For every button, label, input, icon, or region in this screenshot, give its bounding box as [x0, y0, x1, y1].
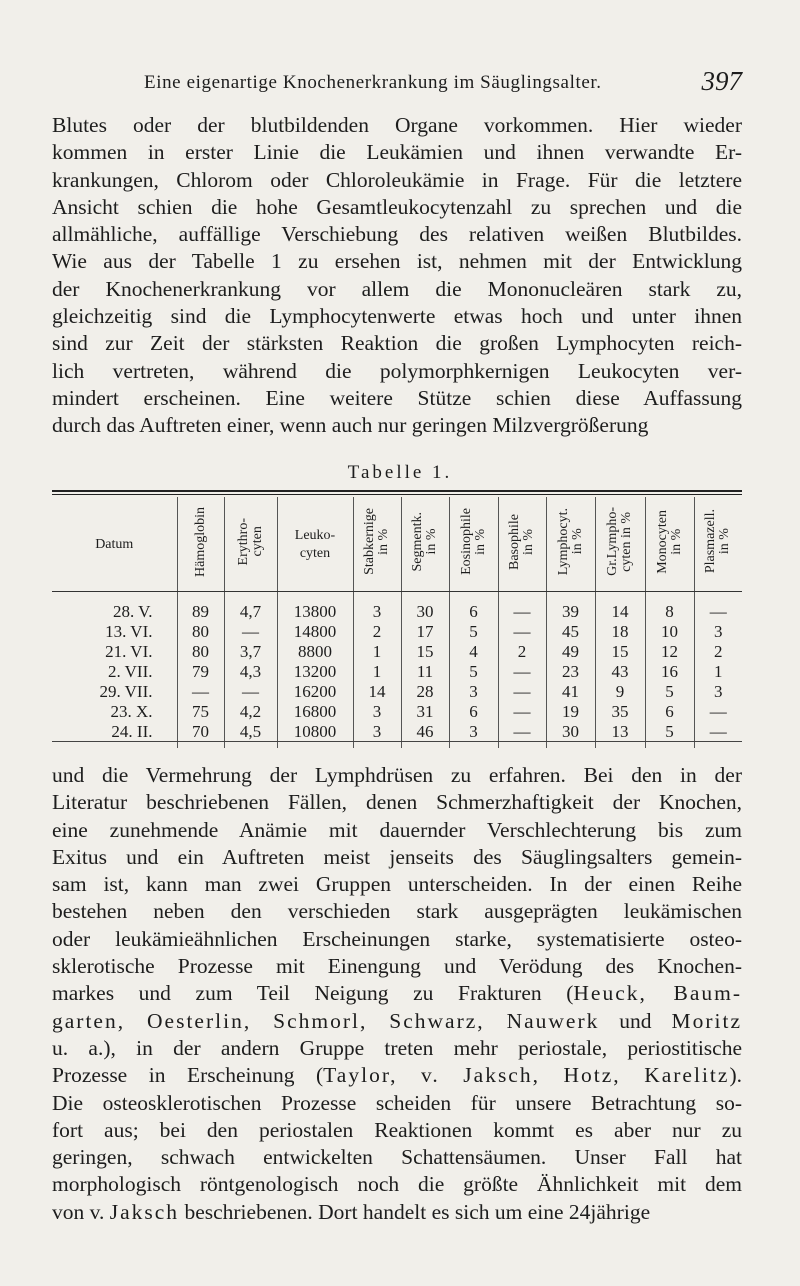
- page-number: 397: [701, 66, 742, 96]
- column-header: [595, 497, 645, 592]
- table-cell: 89: [177, 592, 224, 623]
- column-header-label: Stabkernige in %: [362, 508, 391, 575]
- text-line: [52, 898, 742, 925]
- table-cell: 23: [546, 662, 595, 682]
- table-cell: 16800: [277, 702, 353, 722]
- table-cell: 10: [645, 622, 694, 642]
- column-header: [498, 497, 546, 592]
- text-line: [52, 1062, 742, 1089]
- text-line: [52, 980, 742, 1007]
- table-row: [52, 642, 742, 662]
- text-line: [52, 1117, 742, 1144]
- text-line: [52, 926, 742, 953]
- table-row: [52, 592, 742, 623]
- table-cell: 5: [645, 722, 694, 748]
- text-line: [52, 789, 742, 816]
- column-header: [177, 497, 224, 592]
- table-cell: 17: [401, 622, 449, 642]
- text-line: gleichzeitig sind die Lymphocytenwerte etwas hoch und unter ihnen: [52, 304, 742, 329]
- text-line: [52, 1035, 742, 1062]
- table-cell: —: [498, 662, 546, 682]
- table-cell: 80: [177, 622, 224, 642]
- text-line: sind zur Zeit der stärksten Reaktion die großen Lymphocyten reich-: [52, 331, 742, 356]
- text-fragment: Exitus und ein Auftreten meist jenseits des Säuglingsalters gemein-: [52, 844, 742, 869]
- text-line: Wie aus der Tabelle 1 zu ersehen ist, nehmen mit der Entwicklung: [52, 249, 742, 274]
- table-cell: —: [694, 592, 742, 623]
- text-line: [52, 1199, 742, 1226]
- table-cell: —: [224, 622, 277, 642]
- column-header-label: Plasmazell. in %: [703, 509, 733, 574]
- table-cell: 1: [694, 662, 742, 682]
- text-fragment: eine zunehmende Anämie mit dauernder Verschlechterung bis zum: [52, 817, 742, 842]
- table-cell: 46: [401, 722, 449, 748]
- table-rule-top: [52, 490, 742, 492]
- column-header-label: Eosinophile in %: [458, 508, 488, 575]
- column-header: [401, 497, 449, 592]
- table-cell: 41: [546, 682, 595, 702]
- table-cell: 49: [546, 642, 595, 662]
- column-header-label: Segmentk. in %: [410, 511, 439, 572]
- table-cell: —: [694, 702, 742, 722]
- table-cell: 9: [595, 682, 645, 702]
- text-fragment: und: [599, 1008, 672, 1033]
- column-header-label: Monocyten in %: [654, 509, 684, 574]
- text-fragment: Die osteosklerotischen Prozesse scheiden für unsere Betrachtung so-: [52, 1090, 742, 1115]
- date-cell: 28. V.: [112, 602, 153, 621]
- column-header-label: Basophile in %: [507, 513, 536, 570]
- column-header: [546, 497, 595, 592]
- table-cell: 15: [401, 642, 449, 662]
- table-cell: 6: [449, 592, 498, 623]
- table-cell: 13: [595, 722, 645, 748]
- table-cell: 3,7: [224, 642, 277, 662]
- table-cell: —: [177, 682, 224, 702]
- text-line: der Knochenerkrankung vor allem die Mononucleären stark zu,: [52, 276, 742, 301]
- table-cell: 45: [546, 622, 595, 642]
- table-cell: —: [498, 702, 546, 722]
- column-header: [277, 497, 353, 592]
- text-fragment: oder leukämieähnlichen Erscheinungen starke, systematisierte osteo-: [52, 926, 742, 951]
- author-name: Heuck, Baum-: [573, 981, 742, 1006]
- blood-count-table: [52, 497, 742, 748]
- text-line: allmähliche, auffällige Verschiebung des relativen weißen Blutbildes.: [52, 222, 742, 247]
- page-header: [144, 66, 742, 100]
- text-fragment: geringen, schwach entwickelten Schattensäumen. Unser Fall hat: [52, 1145, 742, 1170]
- table-cell: —: [694, 722, 742, 748]
- text-fragment: markes und zum Teil Neigung zu Frakturen (: [52, 981, 574, 1006]
- table-cell: 3: [353, 722, 401, 748]
- table-cell: 43: [595, 662, 645, 682]
- table-row: [52, 682, 742, 702]
- table-cell: 30: [546, 722, 595, 748]
- text-line: Blutes oder der blutbildenden Organe vorkommen. Hier wieder: [52, 113, 742, 137]
- table-cell: 5: [449, 662, 498, 682]
- table-cell: 14800: [277, 622, 353, 642]
- table-rule-top-thin: [52, 494, 742, 495]
- table-cell: 28: [401, 682, 449, 702]
- text-fragment: u. a.), in der andern Gruppe treten mehr periostale, periostitische: [52, 1035, 742, 1060]
- table-cell: 3: [449, 722, 498, 748]
- text-line: kommen in erster Linie die Leukämien und ihnen verwandte Er-: [52, 140, 742, 165]
- author-name: Taylor, v. Jaksch, Hotz, Karelitz: [323, 1063, 730, 1088]
- text-line: krankungen, Chlorom oder Chloroleukämie in Frage. Für die letztere: [52, 167, 742, 192]
- table-cell: 15: [595, 642, 645, 662]
- text-fragment: sam ist, kann man zwei Gruppen unterscheiden. In der einen Reihe: [52, 872, 742, 897]
- text-fragment: fort aus; bei den periostalen Reaktionen kommt es aber nur zu: [52, 1117, 742, 1142]
- date-cell: 13. VI.: [105, 622, 153, 641]
- table-cell: 4,2: [224, 702, 277, 722]
- table-cell: 30: [401, 592, 449, 623]
- table-cell: 39: [546, 592, 595, 623]
- text-line: [52, 1008, 742, 1035]
- column-header: [353, 497, 401, 592]
- date-cell: 21. VI.: [105, 642, 153, 661]
- table-cell: 79: [177, 662, 224, 682]
- paragraph-bottom: [52, 762, 742, 1226]
- running-title: Eine eigenartige Knochenerkrankung im Säuglingsalter.: [144, 72, 602, 93]
- date-cell: 2. VII.: [107, 662, 153, 681]
- column-header-label: Gr.Lympho- cyten in %: [605, 507, 634, 576]
- text-line: [52, 844, 742, 871]
- author-name: Moritz: [671, 1008, 742, 1033]
- table-cell: 3: [694, 682, 742, 702]
- table-cell: 4,7: [224, 592, 277, 623]
- table-cell: 1: [353, 642, 401, 662]
- text-line: lich vertreten, während die polymorphkernigen Leukocyten ver-: [52, 358, 742, 383]
- table-cell: 18: [595, 622, 645, 642]
- text-fragment: morphologisch röntgenologisch noch die größte Ähnlichkeit mit dem: [52, 1172, 742, 1197]
- text-line: [52, 1090, 742, 1117]
- table-cell: 35: [595, 702, 645, 722]
- author-name: garten, Oesterlin, Schmorl, Schwarz, Nauwerk: [52, 1008, 600, 1033]
- table-cell: 5: [449, 622, 498, 642]
- text-line: [52, 817, 742, 844]
- column-header-label: Datum: [95, 537, 134, 552]
- table-cell: 3: [449, 682, 498, 702]
- text-fragment: ).: [729, 1063, 742, 1088]
- table-cell: 3: [353, 702, 401, 722]
- table-cell: —: [224, 682, 277, 702]
- table-body: [52, 592, 742, 749]
- table-cell: —: [498, 622, 546, 642]
- table-header-row: [52, 497, 742, 592]
- table-cell: 16200: [277, 682, 353, 702]
- table-cell: 31: [401, 702, 449, 722]
- author-name: Jaksch: [109, 1199, 180, 1224]
- table-cell: —: [498, 592, 546, 623]
- table-cell: 70: [177, 722, 224, 748]
- table-cell: 1: [353, 662, 401, 682]
- text-fragment: bestehen neben den verschieden stark ausgeprägten leukämischen: [52, 899, 742, 924]
- column-header: [694, 497, 742, 592]
- table-cell: 16: [645, 662, 694, 682]
- table-cell: —: [498, 682, 546, 702]
- text-line: [52, 953, 742, 980]
- column-header-label: Leuko- cyten: [294, 528, 336, 561]
- text-line: [52, 871, 742, 898]
- text-line: [52, 762, 742, 789]
- table-cell: 6: [645, 702, 694, 722]
- table-cell: —: [498, 722, 546, 748]
- column-header: [52, 497, 177, 592]
- table-cell: 2: [353, 622, 401, 642]
- table-rule-bottom: [52, 741, 742, 742]
- table-cell: 3: [694, 622, 742, 642]
- text-fragment: sklerotische Prozesse mit Einengung und Verödung des Knochen-: [52, 954, 742, 979]
- table-cell: 6: [449, 702, 498, 722]
- table-cell: 14: [353, 682, 401, 702]
- text-line: Ansicht schien die hohe Gesamtleukocytenzahl zu sprechen und die: [52, 194, 742, 219]
- table-cell: 4,3: [224, 662, 277, 682]
- text-fragment: von v.: [52, 1199, 110, 1224]
- table-cell: 2: [694, 642, 742, 662]
- text-fragment: Literatur beschriebenen Fällen, denen Schmerzhaftigkeit der Knochen,: [52, 790, 742, 815]
- table-cell: 11: [401, 662, 449, 682]
- text-fragment: Prozesse in Erscheinung (: [52, 1063, 324, 1088]
- text-line: [52, 1171, 742, 1198]
- text-line: mindert erscheinen. Eine weitere Stütze schien diese Auffassung: [52, 385, 742, 410]
- table-row: [52, 662, 742, 682]
- table-cell: 3: [353, 592, 401, 623]
- column-header: [645, 497, 694, 592]
- table-cell: 13800: [277, 592, 353, 623]
- table-row: [52, 622, 742, 642]
- table-cell: 75: [177, 702, 224, 722]
- table-cell: 80: [177, 642, 224, 662]
- text-fragment: beschriebenen. Dort handelt es sich um eine 24jährige: [179, 1199, 651, 1224]
- table-cell: 2: [498, 642, 546, 662]
- column-header-label: Hämoglobin: [192, 506, 208, 577]
- table-row: [52, 722, 742, 748]
- paragraph-top: [52, 112, 742, 440]
- date-cell: 23. X.: [110, 702, 153, 721]
- column-header-label: Erythro- cyten: [235, 517, 265, 566]
- table-cell: 14: [595, 592, 645, 623]
- text-fragment: und die Vermehrung der Lymphdrüsen zu erfahren. Bei den in der: [52, 763, 742, 787]
- column-header: [449, 497, 498, 592]
- table-row: [52, 702, 742, 722]
- text-line: durch das Auftreten einer, wenn auch nur geringen Milzvergrößerung: [52, 413, 649, 438]
- table-cell: 8: [645, 592, 694, 623]
- column-header: [224, 497, 277, 592]
- table-cell: 13200: [277, 662, 353, 682]
- table-cell: 19: [546, 702, 595, 722]
- table-cell: 10800: [277, 722, 353, 748]
- date-cell: 24. II.: [111, 722, 153, 741]
- column-header-label: Lymphocyt. in %: [555, 507, 585, 576]
- table-cell: 8800: [277, 642, 353, 662]
- table-cell: 4: [449, 642, 498, 662]
- table-cell: 4,5: [224, 722, 277, 748]
- table-cell: 5: [645, 682, 694, 702]
- table-caption: Tabelle 1.: [347, 462, 453, 483]
- text-line: [52, 1144, 742, 1171]
- table-cell: 12: [645, 642, 694, 662]
- date-cell: 29. VII.: [99, 682, 153, 701]
